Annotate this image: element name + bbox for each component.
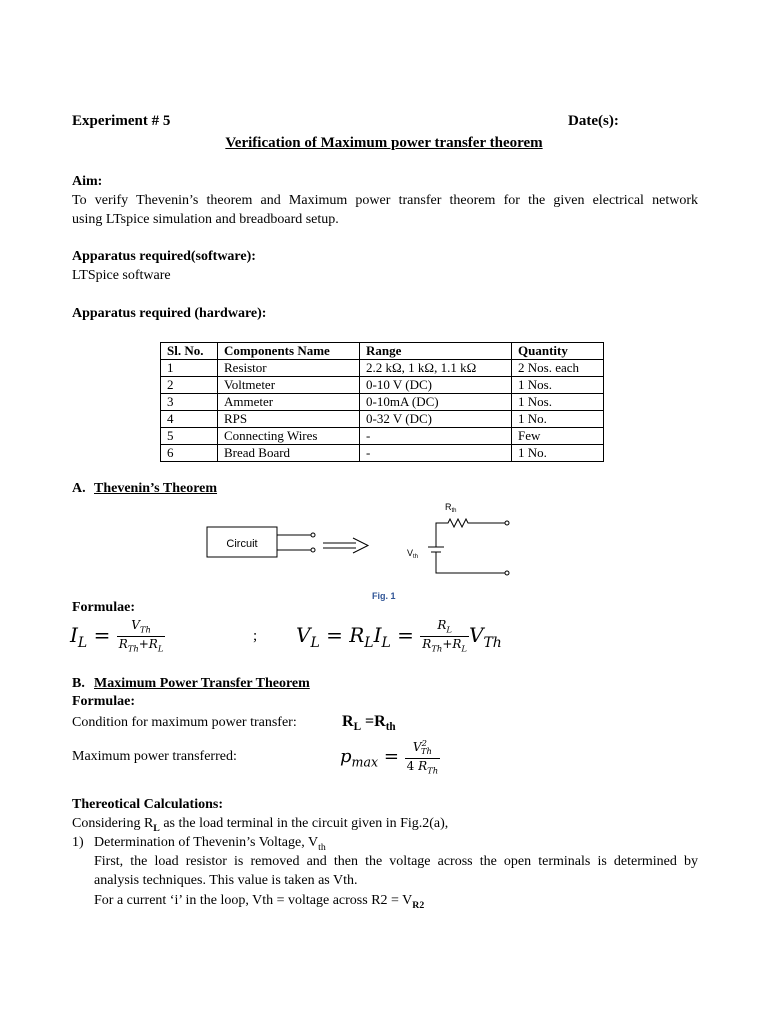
table-cell: 2 [161, 377, 218, 394]
table-row [161, 377, 604, 394]
table-cell: - [360, 445, 512, 462]
calc-para-1: First, the load resistor is removed and then the voltage across the open terminals is determined by [94, 854, 698, 869]
table-cell: 4 [161, 411, 218, 428]
aim-line-1: To verify Thevenin’s theorem and Maximum power transfer theorem for the given electrical network [72, 193, 698, 208]
figure-caption: Fig. 1 [372, 591, 396, 601]
table-cell: Few [512, 428, 604, 445]
table-header-row [161, 343, 604, 360]
pmax-formula: $p_{max}$ = $\frac{V^2_{Th}}{4 R_{Th}}$ [340, 738, 439, 776]
table-cell: RPS [218, 411, 360, 428]
table-row [161, 394, 604, 411]
software-heading: Apparatus required(software): [72, 249, 256, 264]
table-cell: 1 Nos. [512, 377, 604, 394]
table-cell: Voltmeter [218, 377, 360, 394]
table-cell: 1 No. [512, 411, 604, 428]
column-header: Range [360, 343, 512, 360]
calc-heading: Thereotical Calculations: [72, 797, 224, 812]
table-cell: 5 [161, 428, 218, 445]
table-cell: 1 No. [512, 445, 604, 462]
formulae-heading-a: Formulae: [72, 600, 135, 615]
vth-label: $V_{th}$ [407, 548, 419, 560]
condition-label: Condition for maximum power transfer: [72, 715, 297, 730]
table-cell: 0-32 V (DC) [360, 411, 512, 428]
table-cell: 6 [161, 445, 218, 462]
calc-item-number: 1) [72, 835, 84, 850]
equivalence-arrow-icon [323, 538, 368, 553]
column-header: Sl. No. [161, 343, 218, 360]
formula-separator: ; [253, 628, 258, 644]
table-cell: Resistor [218, 360, 360, 377]
table-cell: - [360, 428, 512, 445]
rth-label: $R_{th}$ [445, 502, 457, 514]
condition-expression: $R_L =R_{th}$ [342, 713, 396, 734]
vl-formula: $V_L = R_LI_L$ = $\frac{R_L}{R_{Th}+R_L}$ $V_{Th}$ [296, 617, 502, 654]
column-header: Components Name [218, 343, 360, 360]
aim-heading: Aim: [72, 174, 103, 189]
il-formula: $I_L$ = $\frac{V_{Th}}{R_{Th}+R_L}$ [70, 617, 164, 654]
table-cell: Bread Board [218, 445, 360, 462]
calc-item-text: Determination of Thevenin’s Voltage, $V_{th}$ [94, 835, 326, 853]
apparatus-table [160, 342, 604, 462]
table-cell: 0-10mA (DC) [360, 394, 512, 411]
section-b-label: B. [72, 676, 85, 691]
table-row [161, 411, 604, 428]
hardware-heading: Apparatus required (hardware): [72, 306, 267, 321]
table-row [161, 428, 604, 445]
thevenin-equivalent-circuit [428, 519, 509, 575]
circuit-box-label: Circuit [226, 538, 258, 550]
table-cell: Ammeter [218, 394, 360, 411]
calc-para-3: For a current ‘i’ in the loop, Vth = voltage across $R2 = V_{R2}$ [94, 893, 425, 911]
table-cell: 1 [161, 360, 218, 377]
table-cell: 2 Nos. each [512, 360, 604, 377]
table-cell: 2.2 kΩ, 1 kΩ, 1.1 kΩ [360, 360, 512, 377]
power-label: Maximum power transferred: [72, 749, 237, 764]
section-a-heading: Thevenin’s Theorem [94, 481, 218, 496]
table-cell: Connecting Wires [218, 428, 360, 445]
calc-line-1: Considering $R_L$ as the load terminal in the circuit given in Fig.2(a), [72, 816, 449, 834]
dates-label: Date(s): [568, 113, 619, 129]
aim-line-2: using LTspice simulation and breadboard setup. [72, 212, 339, 227]
table-row [161, 445, 604, 462]
circuit-output-terminals [277, 533, 315, 552]
table-row [161, 360, 604, 377]
table-cell: 1 Nos. [512, 394, 604, 411]
calc-para-2: analysis techniques. This value is taken as Vth. [94, 873, 358, 888]
software-item: LTSpice software [72, 268, 171, 283]
experiment-number: Experiment # 5 [72, 113, 171, 129]
section-a-label: A. [72, 481, 86, 496]
column-header: Quantity [512, 343, 604, 360]
section-b-heading: Maximum Power Transfer Theorem [94, 676, 310, 691]
formulae-heading-b: Formulae: [72, 694, 135, 709]
table-cell: 3 [161, 394, 218, 411]
table-cell: 0-10 V (DC) [360, 377, 512, 394]
page-title: Verification of Maximum power transfer theorem [225, 135, 543, 151]
thevenin-figure [200, 495, 520, 600]
